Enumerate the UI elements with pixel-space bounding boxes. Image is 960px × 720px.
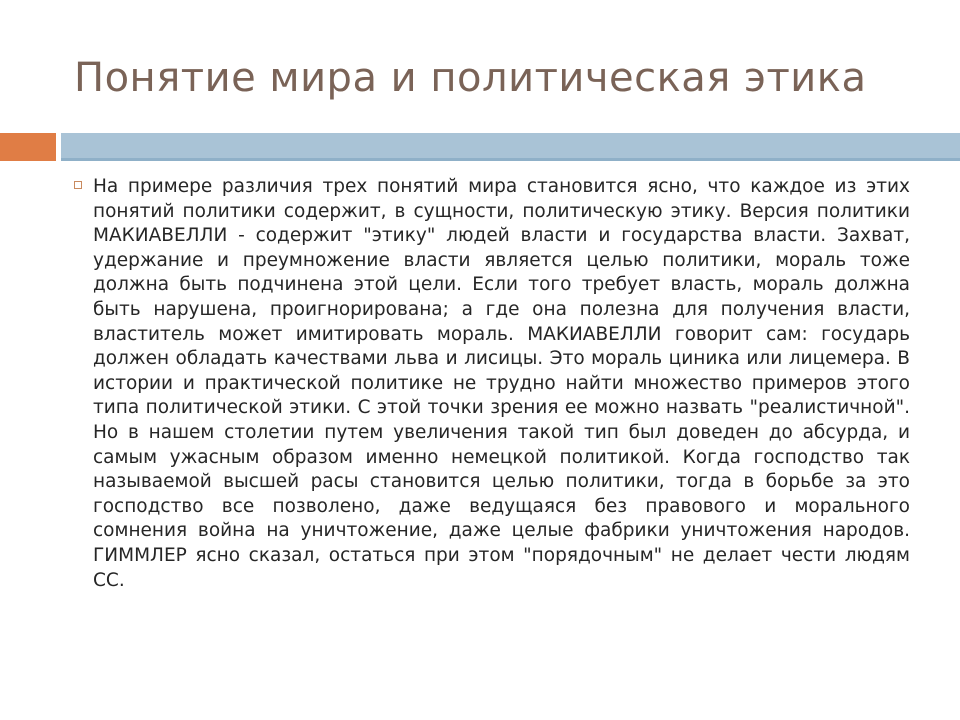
slide-title: Понятие мира и политическая этика <box>74 55 867 101</box>
body-paragraph: На примере различия трех понятий мира становится ясно, что каждое из этих понятий политики содержит, в сущности, политическую этику. Версия политики МАКИАВЕЛЛИ - содержит "этику" людей власти и государства власти. Захват, удержание и преумножение власти является целью политики, мораль тоже должна быть подчинена этой цели. Если того требует власть, мораль должна быть нарушена, проигнорирована; а где она полезна для получения власти, властитель может имитировать мораль. МАКИАВЕЛЛИ говорит сам: государь должен обладать качествами льва и лисицы. Это мораль циника или лицемера. В истории и практической политике не трудно найти множество примеров этого типа политической этики. С этой точки зрения ее можно назвать "реалистичной". Но в нашем столетии путем увеличения такой тип был доведен до абсурда, и самым ужасным образом именно немецкой политикой. Когда господство так называемой высшей расы становится целью политики, тогда в борьбе за это господство все позволено, даже ведущаяся без правового и морального сомнения война на уничтожение, даже целые фабрики уничтожения народов. ГИММЛЕР ясно сказал, остаться при этом "порядочным" не делает чести людям СС. <box>93 176 910 591</box>
accent-bar-blue-underline <box>61 158 960 161</box>
accent-bar-orange <box>0 133 56 161</box>
accent-bar-blue <box>61 133 960 161</box>
square-bullet-icon <box>74 181 82 189</box>
slide-content <box>74 175 910 593</box>
